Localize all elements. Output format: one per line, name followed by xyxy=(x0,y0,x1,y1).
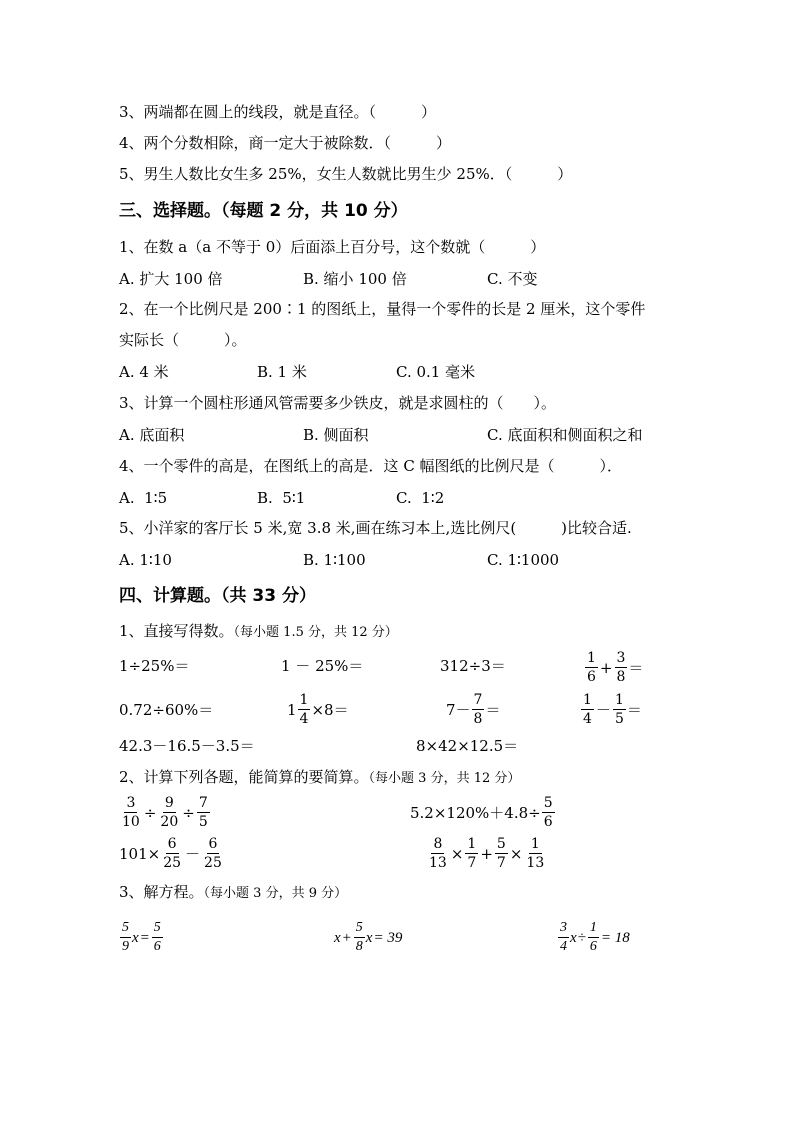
equation-3: 3 4 x ÷ $\frac{1}{6}$ = 18 xyxy=(560,920,630,954)
judge-item-4: 4、两个分数相除，商一定大于被除数．（ ） xyxy=(119,134,452,152)
choice-4-stem: 4、一个零件的高是，在图纸上的高是．这 C 幅图纸的比例尺是（ ）． xyxy=(119,457,623,475)
choice-2-stem-line-2: 实际长（ ）。 xyxy=(119,331,247,349)
mental-2-4: 1 4 － 1 5 ＝ xyxy=(583,692,642,727)
fraction: $\frac{1}{13}$ xyxy=(526,836,545,871)
fraction: 1 4 xyxy=(583,692,592,727)
calc-part-1-note: （每小题 1.5 分，共 12 分） xyxy=(233,625,398,640)
fraction: $\frac{8}{13}$ xyxy=(429,836,447,871)
mental-1-1: 1÷25%＝ xyxy=(119,657,190,675)
calc-part-3-note: （每小题 3 分，共 9 分） xyxy=(203,886,348,901)
choice-2-stem-line-1: 2、在一个比例尺是 200∶1 的图纸上，量得一个零件的长是 2 厘米，这个零件 xyxy=(119,300,646,318)
choice-1-option-b: B. 缩小 100 倍 xyxy=(303,270,407,288)
fraction: $\frac{1}{7}$ xyxy=(467,836,477,871)
fraction: $\frac{5}{7}$ xyxy=(496,836,506,871)
fraction: 1 6 xyxy=(587,650,596,685)
fraction: $\frac{6}{25}$ xyxy=(163,836,182,871)
calc-part-2-head: 2、计算下列各题，能简算的要简算。 xyxy=(119,768,369,786)
fraction: 5 9 xyxy=(122,920,129,954)
mental-3-1: 42.3－16.5－3.5＝ xyxy=(119,737,255,755)
mental-2-3: 7－ 7 8 ＝ xyxy=(446,692,501,727)
mental-3-2: 8×42×12.5＝ xyxy=(416,737,519,755)
fraction: 3 4 xyxy=(560,920,567,954)
choice-3-option-a: A. 底面积 xyxy=(119,426,185,444)
judge-item-3: 3、两端都在圆上的线段，就是直径。（ ） xyxy=(119,103,437,121)
choice-5-option-c: C. 1∶1000 xyxy=(487,551,560,569)
choice-3-option-c: C. 底面积和侧面积之和 xyxy=(487,426,643,444)
calc-expr-2: 5.2×120%＋4.8÷ $\frac{5}{6}$ xyxy=(410,795,553,830)
fraction: $\frac{5}{8}$ xyxy=(355,920,363,954)
equation-2: x + $\frac{5}{8}$ x = 39 xyxy=(334,920,403,954)
equation-1: 5 9 x = $\frac{5}{6}$ xyxy=(122,920,161,954)
choice-1-stem: 1、在数 a（a 不等于 0）后面添上百分号，这个数就（ ） xyxy=(119,238,546,256)
fraction: 7 8 xyxy=(473,692,483,727)
fraction: $\frac{1}{6}$ xyxy=(589,920,597,954)
fraction: 6 25 xyxy=(204,836,222,871)
calc-part-1-head: 1、直接写得数。 xyxy=(119,622,234,640)
fraction: $\frac{9}{20}$ xyxy=(160,795,179,830)
calc-part-2-heading xyxy=(119,767,520,789)
choice-3-stem: 3、计算一个圆柱形通风管需要多少铁皮，就是求圆柱的（ ）。 xyxy=(119,394,557,412)
fraction: $\frac{7}{5}$ xyxy=(198,795,208,830)
calc-part-1-heading xyxy=(119,621,398,643)
fraction: $\frac{5}{6}$ xyxy=(543,795,553,830)
choice-5-option-a: A. 1∶10 xyxy=(119,551,172,569)
mental-1-2: 1 － 25%＝ xyxy=(281,657,364,675)
choice-4-option-b: B. 5∶1 xyxy=(257,489,306,507)
choice-1-option-c: C. 不变 xyxy=(487,270,538,288)
choice-3-option-b: B. 侧面积 xyxy=(303,426,369,444)
choice-1-option-a: A. 扩大 100 倍 xyxy=(119,270,223,288)
mental-2-2: 1 $\frac{1}{4}$ ×8＝ xyxy=(287,692,349,727)
section-4-title: 四、计算题。（共 33 分） xyxy=(119,586,316,606)
fraction: 1 5 xyxy=(614,692,624,727)
mental-2-1: 0.72÷60%＝ xyxy=(119,701,214,719)
choice-4-option-a: A. 1∶5 xyxy=(119,489,168,507)
fraction: $\frac{5}{6}$ xyxy=(153,920,161,954)
choice-2-option-c: C. 0.1 毫米 xyxy=(396,363,476,381)
calc-part-3-heading xyxy=(119,882,347,904)
calc-part-3-head: 3、解方程。 xyxy=(119,883,204,901)
choice-5-option-b: B. 1∶100 xyxy=(303,551,366,569)
fraction: $\frac{1}{4}$ xyxy=(299,692,309,727)
judge-item-5: 5、男生人数比女生多 25%，女生人数就比男生少 25%．（ ） xyxy=(119,165,573,183)
fraction: $\frac{3}{8}$ xyxy=(616,650,626,685)
calc-expr-1: $\frac{3}{10}$ ÷ $\frac{9}{20}$ ÷ $\frac{7}{5}$ xyxy=(122,795,208,830)
choice-2-option-b: B. 1 米 xyxy=(257,363,307,381)
calc-expr-3: 101× $\frac{6}{25}$ － 6 25 xyxy=(119,836,222,871)
choice-5-stem: 5、小洋家的客厅长 5 米,宽 3.8 米,画在练习本上,选比例尺( )比较合适. xyxy=(119,519,632,537)
fraction: $\frac{3}{10}$ xyxy=(122,795,140,830)
mental-1-3: 312÷3＝ xyxy=(440,657,506,675)
calc-part-2-note: （每小题 3 分，共 12 分） xyxy=(368,771,521,786)
calc-expr-4: $\frac{8}{13}$ × $\frac{1}{7}$ + $\frac{5}{7}$ × $\frac{1}{13}$ xyxy=(429,836,545,871)
mental-1-4: 1 6 + $\frac{3}{8}$ ＝ xyxy=(587,650,644,685)
section-3-title: 三、选择题。（每题 2 分，共 10 分） xyxy=(119,201,408,221)
choice-2-option-a: A. 4 米 xyxy=(119,363,169,381)
choice-4-option-c: C. 1∶2 xyxy=(396,489,445,507)
